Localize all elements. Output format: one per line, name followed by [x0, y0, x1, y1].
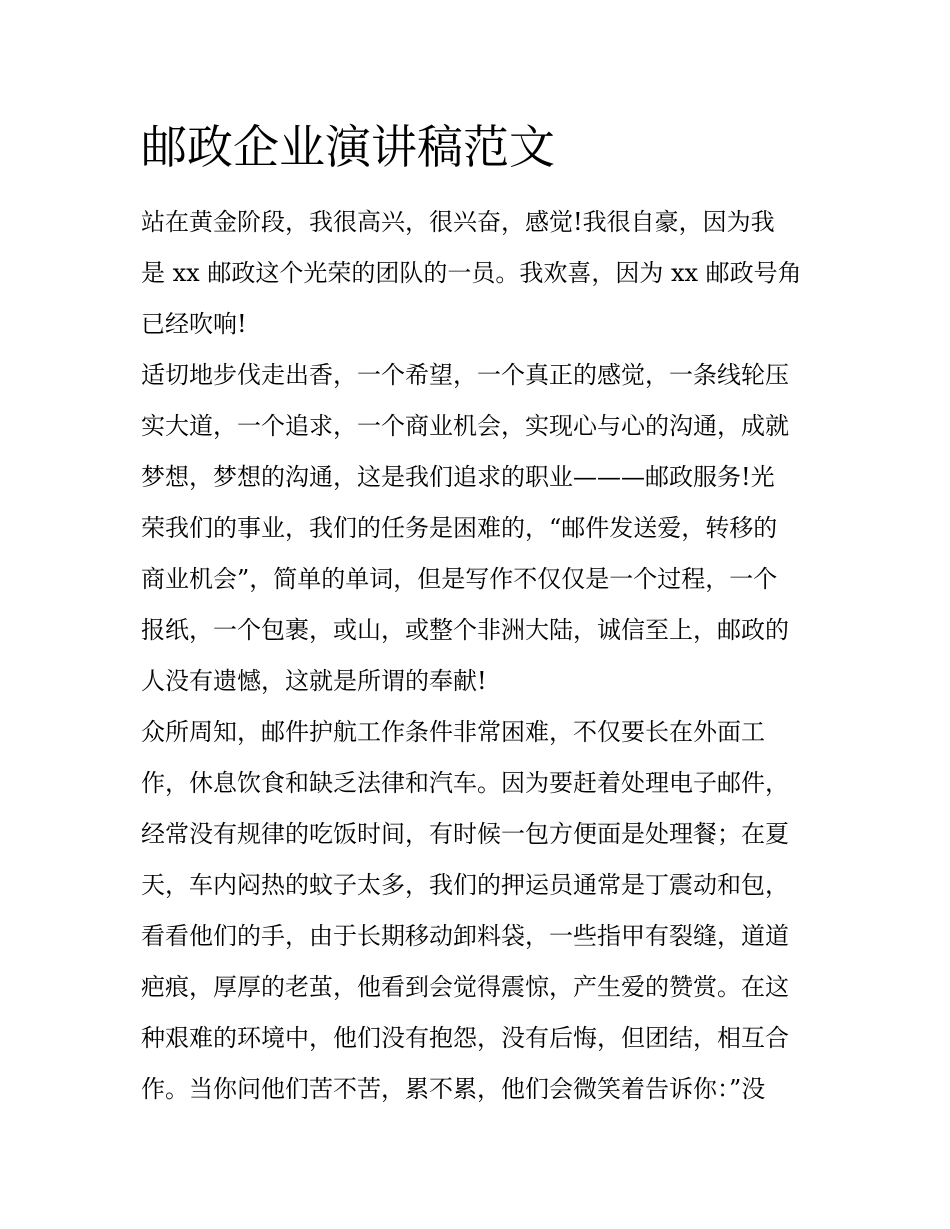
body-line: 适切地步伐走出香，一个希望，一个真正的感觉，一条线轮压: [141, 361, 789, 389]
body-line: 商业机会”，简单的单词，但是写作不仅仅是一个过程，一个: [141, 565, 778, 593]
body-line: 实大道，一个追求，一个商业机会，实现心与心的沟通，成就: [141, 412, 789, 440]
body-line: 天，车内闷热的蚊子太多，我们的押运员通常是丁震动和包，: [141, 871, 789, 899]
body-line: 梦想，梦想的沟通，这是我们追求的职业———邮政服务!光: [141, 463, 775, 491]
body-line: 看看他们的手，由于长期移动卸料袋，一些指甲有裂缝，道道: [141, 922, 789, 950]
body-line: 疤痕，厚厚的老茧，他看到会觉得震惊，产生爱的赞赏。在这: [141, 973, 789, 1001]
body-line: 荣我们的事业，我们的任务是困难的，“邮件发送爱，转移的: [141, 514, 778, 542]
body-line: 已经吹响!: [141, 310, 247, 338]
body-line: 是 xx 邮政这个光荣的团队的一员。我欢喜，因为 xx 邮政号角: [141, 259, 802, 287]
body-line: 种艰难的环境中，他们没有抱怨，没有后悔，但团结，相互合: [141, 1024, 789, 1052]
body-line: 报纸，一个包裹，或山，或整个非洲大陆，诚信至上，邮政的: [141, 616, 789, 644]
body-line: 众所周知，邮件护航工作条件非常困难，不仅要长在外面工: [141, 718, 765, 746]
body-line: 人没有遗憾，这就是所谓的奉献!: [141, 667, 487, 695]
body-line: 作，休息饮食和缺乏法律和汽车。因为要赶着处理电子邮件，: [141, 769, 789, 797]
body-line: 站在黄金阶段，我很高兴，很兴奋，感觉!我很自豪，因为我: [141, 208, 775, 236]
body-line: 作。当你问他们苦不苦，累不累，他们会微笑着告诉你：”没: [141, 1075, 766, 1103]
body-line: 经常没有规律的吃饭时间，有时候一包方便面是处理餐；在夏: [141, 820, 789, 848]
page-title: 邮政企业演讲稿范文: [141, 120, 555, 174]
